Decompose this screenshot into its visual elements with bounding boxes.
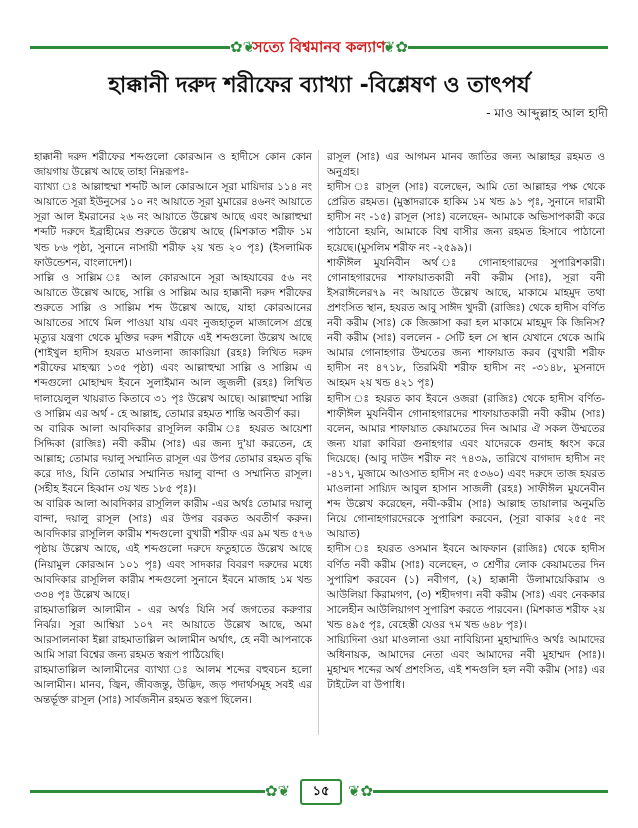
header-tagline: সত্যে বিশ্বমানব কল্যাণ bbox=[252, 38, 386, 56]
header-banner bbox=[30, 34, 608, 60]
footer-banner bbox=[30, 778, 608, 804]
right-text-column bbox=[327, 150, 605, 735]
floral-ornament-icon: ❦✿ bbox=[347, 782, 373, 800]
floral-ornament-icon: ❦✿ bbox=[382, 38, 408, 56]
paragraph: অ বারিক আলা আবদিকার রাসূলিল কারীম -এর অর্থঃ তোমার দয়ালু বান্দা, দয়ালু রাসূল (সাঃ) এর উপর বরকত অবতীর্ণ করুন। আবদিকার রাসূলিল কারীম শব্দগুলো বুখারী শরীফ এর ৯ম খন্ড ৫৭৬ পৃষ্ঠায় উল্লেখ আছে, এই শব্দগুলো দরুদে ফতুহাতে উল্লেখ আছে (নিয়ামুল কোরআন ১০১ পৃঃ) এবং সাদকার বিবরণ দরুদের মধ্যে আবদিকার রাসূলিল কারীম শব্দগুলো সুনানে ইবনে মাজাহ ১ম খন্ড ৩৩৪ পৃঃ উল্লেখ আছে। bbox=[34, 498, 312, 601]
footer-rule-right bbox=[373, 790, 608, 793]
paragraph: হাক্কানী দরুদ শরীফের শব্দগুলো কোরআন ও হাদীসে কোন কোন জায়গায় উল্লেখ আছে তাহা নিম্নরূপঃ- bbox=[34, 151, 312, 179]
left-text-column bbox=[34, 150, 312, 735]
floral-ornament-icon: ✿❦ bbox=[265, 782, 291, 800]
footer-rule-left bbox=[30, 790, 265, 793]
article-title: হাক্কানী দরুদ শরীফের ব্যাখ্যা -বিশ্লেষণ ও তাৎপর্য bbox=[108, 73, 530, 98]
paragraph: রাহমাতাল্লিল আলামীনের ব্যাখ্যা ঃ আলম শব্দের বহুবচন হলো আলামীন। মানব, জ্বিন, জীবজন্তু, উদ্ভিদ, জড় পদার্থসমূহ সবই এর অন্তর্ভূক্ত রাসূল (সাঃ) সার্বজনীন রহমত স্বরূপ ছিলেন। bbox=[34, 664, 312, 707]
page-number: ১৫ bbox=[300, 779, 342, 805]
paragraph: হাদীস ঃ রাসূল (সাঃ) বলেছেন, আমি তো আল্লাহর পক্ষ থেকে প্রেরিত রহমত। (মুস্তাদরাকে হাকিম ১ম খন্ড ৯১ পৃঃ, সুনানে দারামী হাদীস নং -১৫) রাসূল (সাঃ) বলেছেন- আমাকে অভিসাপকারী করে পাঠানো হয়নি, আমাকে বিশ্ব বাসীর জন্য রহমত হিসাবে পাঠানো হয়েছে।(মুসলিম শরীফ নং -২৫৯৯)। bbox=[327, 181, 605, 254]
paragraph: হাদীস ঃ হযরত ওসমান ইবনে আফফান (রাজিঃ) থেকে হাদীস বর্ণিত নবী করীম (সাঃ) বলেছেন, ৩ শ্রেণীর লোক কেয়ামতের দিন সুপারিশ করবেন (১) নবীগণ, (২) হাক্কানী উলামায়েকিরাম ও আউলিয়া কিরামগণ, (৩) শহীদগণ। নবী করীম (সাঃ) এবং নেককার সালেহীন আউলিয়াগণ সুপারিশ করতে পারবেন। (মিশকাত শরীফ ২য় খন্ড ৪৯৫ পৃঃ, বেহেস্তী যেওর ৭ম খন্ড ৬৪৮ পৃঃ)। bbox=[327, 543, 605, 631]
paragraph: সাল্লি ও সাল্লিম ঃ আল কোরআনে সূরা আহযাবের ৫৬ নং আয়াতে উল্লেখ আছে, সাল্লি ও সাল্লিম আর হাক্কানী দরুদ শরীফের শুরুতে সাল্লি ও সাল্লিম শব্দ উল্লেখ আছে, যাহা কোরআনের আয়াতের সাথে মিল পাওয়া যায় এবং নুজহাতুল মাজালেস গ্রন্থে মৃত্যুর যন্ত্রণা থেকে মুক্তির দরুদ শরীফে এই শব্দগুলো উল্লেখ আছে (শাইখুল হাদীস হযরত মাওলানা জাকারিয়া (রহঃ) লিখিত দরুদ শরীফের মাহত্ম্য ১৩৫ পৃষ্ঠা) এবং আল্লাহুম্মা সাল্লি ও সাল্লিম এ শব্দগুলো মোহাম্মদ ইবনে সুলাইমান আল জুজলী (রহঃ) লিখিত দালায়েলুল খায়রাত কিতাবে ৩১ পৃঃ উল্লেখ আছে। আল্লাহুম্মা সাল্লি ও সাল্লিম এর অর্থ - হে আল্লাহ, তোমার রহমত শান্তি অবতীর্ণ কর। bbox=[34, 271, 312, 420]
paragraph: সায়্যিদিনা ওয়া মাওলানা ওয়া নাবিয়্যিনা মুহাম্মাদিও অর্থঃ আমাদের অধিনায়ক, আমাদের নেতা এবং আমাদের নবী মুহাম্মদ (সাঃ)। মুহাম্মদ শব্দের অর্থ প্রশংসিত, এই শব্দগুলি হল নবী করীম (সাঃ) এর টাইটেল বা উপাধি। bbox=[327, 634, 605, 692]
column-divider bbox=[318, 150, 319, 735]
floral-ornament-icon: ✿❦ bbox=[230, 38, 256, 56]
header-rule-left bbox=[30, 46, 230, 49]
paragraph: ব্যাখ্যা ঃ আল্লাহুম্মা শব্দটি আল কোরআনে সূরা মায়িদার ১১৪ নং আয়াতে সূরা ইউনুসের ১০ নং আয়াতে সূরা যুমারের ৪৬নং আয়াতে সূরা আল ইমরানের ২৬ নং আয়াতে উল্লেখ আছে এবং আল্লাহুম্মা শব্দটি দরুদে ইব্রাহীমের শুরুতে উল্লেখ আছে (মিশকাত শরীফ ১ম খন্ড ৮৬ পৃষ্ঠা, সুনানে নাসায়ী শরীফ ২য় খন্ড ২০ পৃঃ) (ইসলামিক ফাউন্ডেশন, বাংলাদেশ)। bbox=[34, 181, 312, 269]
paragraph: অ বারিক আলা আবদিকার রাসূলিল কারীম ঃ হযরত আয়েশা সিদ্দিকা (রাজিঃ) নবী করীম (সাঃ) এর জন্য দু'য়া করতেন, হে আল্লাহ; তোমার দয়ালু সম্মানিত রাসূল এর উপর তোমার রহমত বৃদ্ধি করে দাও, যিনি তোমার সম্মানিত দয়ালু বান্দা ও সম্মানিত রাসূল। (সহীহ ইবনে হিব্বান ৩য় খন্ড ১৮৫ পৃঃ)। bbox=[34, 422, 312, 496]
header-rule-right bbox=[408, 46, 608, 49]
paragraph: শাফীঈল মুযনিবীন অর্থ ঃ গোনাহগারদের সুপারিশকারী। গোনাহগারদের শাফায়াতকারী নবী করীম (সাঃ), সূরা বনী ইসরাঈলের৭৯ নং আয়াতে উল্লেখ আছে, মাকামে মাহমুদ তথা প্রশংসিত স্থান, হযরত আবু সাঈদ খুদরী (রাজিঃ) থেকে হাদীস বর্ণিত নবী করীম (সাঃ) কে জিজ্ঞাসা করা হল মাকামে মাহমুদ কি জিনিস? নবী করীম (সাঃ) বললেন - সেটি হল সে স্থান যেখানে থেকে আমি আমার গোনাহগার উম্মতের জন্য শাফায়াত করব (বুখারী শরীফ হাদীস নং ৪৭১৮, তিরমিযী শরীফ হাদীস নং -৩১৪৮, মুসনাদে আহমদ ২য় খন্ড ৪২১ পৃঃ) bbox=[327, 256, 605, 390]
paragraph: রাহমাতাল্লিল আলামীন - এর অর্থঃ যিনি সর্ব জগতের করুণার নির্ঝর। সূরা আম্বিয়া ১০৭ নং আয়াতে উল্লেখ আছে, অমা আরসালনাকা ইল্লা রাহমাতাল্লিল আলামীন অর্থাৎ, হে নবী আপনাকে আমি সারা বিশ্বের জন্য রহমত স্বরূপ পাঠিয়েছি। bbox=[34, 603, 312, 662]
paragraph: হাদীস ঃ হযরত কাব ইবনে ওজরা (রাজিঃ) থেকে হাদীস বর্ণিত-শাফীঈল মুযনিবীন গোনাহগারদের শাফায়াতকারী নবী করীম (সাঃ) বলেন, আমার শাফায়াত কেয়ামতের দিন আমার ঐ সকল উম্মতের জন্য যারা কাবিরা গুনাহগার এবং যাদেরকে গুনাহ ধ্বংস করে দিয়েছে। (আবু দাউদ শরীফ নং ৭৪৩৯, তারিখে বাগদাদ হাদীস নং -৪১৭, মুজামে আওসাত হাদীস নং ৫৩৬০) এবং দরুদে তাজ হযরত মাওলানা সায়্যিদ আবুল হাসান সাজলী (রহঃ) সাফীঈল মুযনেবীন শব্দ উল্লেখ করেছেন, নবী-করীম (সাঃ) আল্লাহ তায়ালার অনুমতি নিয়ে গোনাহগারদেরকে সুপারিশ করবেন, (সূরা বাকার ২৫৫ নং আয়াত) bbox=[327, 392, 605, 541]
article-author: - মাও আব্দুল্লাহ আল হাদী bbox=[486, 106, 608, 120]
paragraph: রাসূল (সাঃ) এর আগমন মানব জাতির জন্য আল্লাহর রহমত ও অনুগ্রহ। bbox=[327, 151, 605, 179]
